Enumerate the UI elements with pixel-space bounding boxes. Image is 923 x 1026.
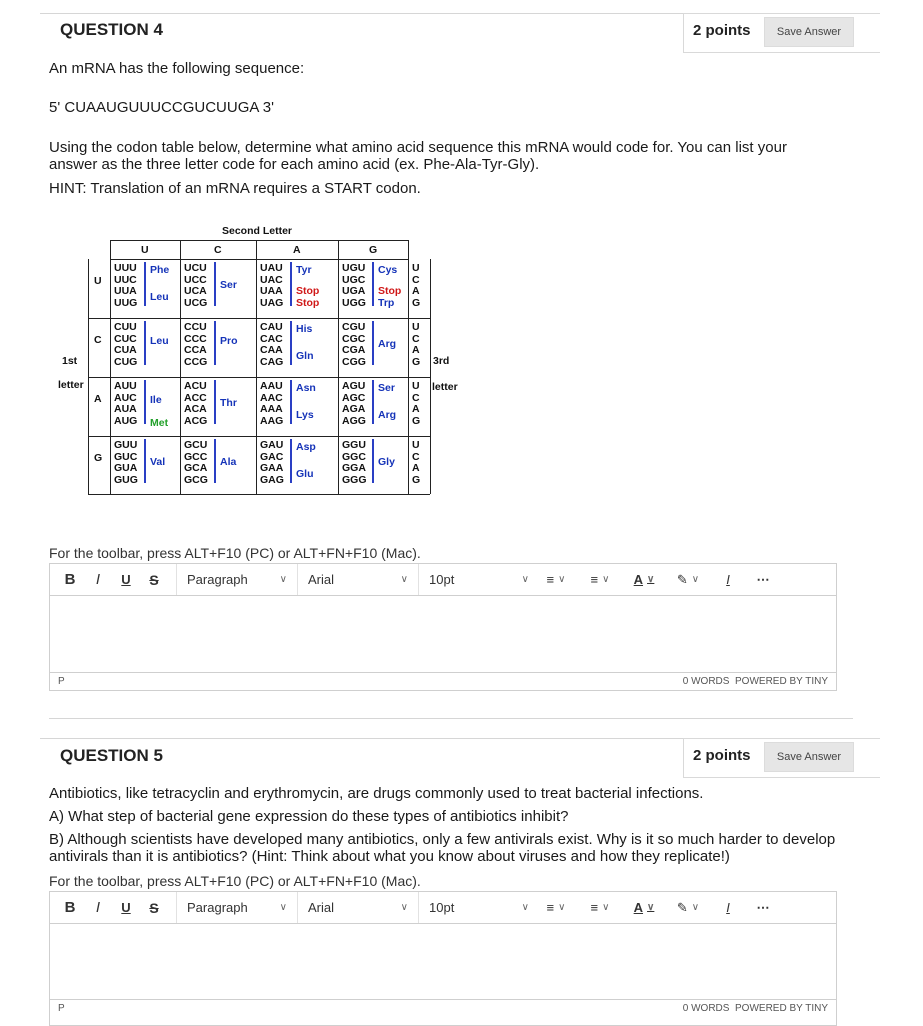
- amino-acid-label: Stop: [378, 285, 402, 297]
- amino-acid-label: Val: [150, 456, 166, 469]
- row-letter: C: [94, 333, 102, 346]
- codon-bracket: [372, 380, 374, 424]
- codon: CAU: [260, 321, 283, 333]
- amino-acid-label: Asp: [296, 441, 316, 454]
- amino-acid-label: Arg: [378, 408, 397, 421]
- table-column-line: [408, 240, 409, 494]
- codon: GAG: [260, 473, 284, 486]
- codon: GUA: [114, 462, 138, 474]
- toolbar-hint: For the toolbar, press ALT+F10 (PC) or ALT+FN+F10 (Mac).: [49, 873, 421, 889]
- amino-acid-label: Thr: [220, 397, 237, 410]
- table-column-line: [180, 240, 181, 494]
- codon: CAC: [260, 332, 283, 345]
- amino-acid-label: Stop: [296, 285, 320, 297]
- codon: UGA: [342, 285, 366, 297]
- amino-acid-label: Tyr: [296, 264, 312, 277]
- powered-by[interactable]: POWERED BY TINY: [735, 676, 828, 687]
- amino-acid-label: Pro: [220, 334, 238, 347]
- codon: CAG: [260, 355, 284, 368]
- italic-button[interactable]: I: [95, 571, 101, 588]
- third-letter: G: [412, 296, 421, 309]
- codon-bracket: [214, 321, 216, 365]
- codon: UUA: [114, 285, 137, 297]
- font-size-select[interactable]: [419, 564, 539, 595]
- codon: AUU: [114, 380, 137, 392]
- codon: UGG: [342, 296, 366, 309]
- codon-bracket: [214, 380, 216, 424]
- editor-toolbar: [50, 564, 836, 596]
- numbered-list-icon[interactable]: ≡ ∨: [590, 900, 610, 915]
- chevron-down-icon: ∨: [400, 902, 408, 913]
- third-letter: A: [412, 285, 420, 297]
- amino-acid-label: Gln: [296, 349, 314, 362]
- codon: CGC: [342, 332, 366, 345]
- second-letter-label: Second Letter: [222, 225, 293, 237]
- font-size-select[interactable]: [419, 892, 539, 923]
- codon: AGA: [342, 403, 366, 415]
- codon: CAA: [260, 344, 283, 356]
- question-4-instructions: Using the codon table below, determine what amino acid sequence this mRNA would code for. You can list your answer as the three letter code for each amino acid (ex. Phe-Ala-Tyr-Gly).: [49, 139, 787, 173]
- editor-statusbar: [50, 672, 836, 690]
- amino-acid-label: Phe: [150, 264, 170, 277]
- codon: ACU: [184, 380, 207, 392]
- codon: GAC: [260, 450, 284, 463]
- amino-acid-label: Arg: [378, 338, 397, 351]
- chevron-down-icon: ∨: [521, 902, 529, 913]
- answer-editor[interactable]: [49, 563, 837, 691]
- row-letter: G: [94, 451, 103, 464]
- amino-acid-label: Glu: [296, 467, 314, 480]
- highlight-icon[interactable]: ✎ ∨: [676, 571, 700, 587]
- codon: CCC: [184, 332, 207, 345]
- codon: CGG: [342, 355, 366, 368]
- third-letter: U: [412, 262, 420, 274]
- block-format-value: Paragraph: [187, 900, 248, 915]
- font-family-value: Arial: [308, 900, 335, 915]
- chevron-down-icon: ∨: [400, 574, 408, 585]
- codon: GAA: [260, 462, 284, 474]
- third-letter: A: [412, 462, 420, 474]
- italic-button[interactable]: I: [95, 899, 101, 916]
- amino-acid-label: Ser: [378, 382, 395, 395]
- table-row-line: [88, 318, 430, 319]
- question-5-line-1: Antibiotics, like tetracyclin and erythromycin, are drugs commonly used to treat bacterial infections.: [49, 785, 704, 802]
- editor-path: P: [58, 676, 65, 687]
- underline-button[interactable]: U: [121, 572, 131, 587]
- codon: UUU: [114, 262, 137, 274]
- highlight-icon[interactable]: ✎ ∨: [676, 899, 700, 915]
- third-letter: A: [412, 344, 420, 356]
- bullet-list-icon[interactable]: ≡ ∨: [546, 900, 566, 915]
- codon-bracket: [290, 380, 292, 424]
- font-size-value: 10pt: [429, 572, 455, 587]
- question-4-prompt: An mRNA has the following sequence:: [49, 60, 305, 77]
- mrna-sequence: 5' CUAAUGUUUCCGUCUUGA 3': [49, 99, 274, 116]
- block-format-select[interactable]: [177, 892, 297, 923]
- bullet-list-icon[interactable]: ≡ ∨: [546, 572, 566, 587]
- codon: GGU: [342, 439, 366, 451]
- codon: ACC: [184, 391, 207, 404]
- amino-acid-label: Ile: [150, 393, 162, 406]
- strikethrough-button[interactable]: S: [149, 571, 159, 588]
- font-family-value: Arial: [308, 572, 335, 587]
- editor-path: P: [58, 1003, 65, 1014]
- third-letter: G: [412, 414, 421, 427]
- codon-bracket: [372, 262, 374, 306]
- third-letter: C: [412, 273, 420, 286]
- codon-bracket: [214, 439, 216, 483]
- codon: CUG: [114, 355, 138, 368]
- toolbar-hint: For the toolbar, press ALT+F10 (PC) or ALT+FN+F10 (Mac).: [49, 545, 421, 561]
- codon: AGC: [342, 391, 366, 404]
- third-letter: A: [412, 403, 420, 415]
- codon: GGA: [342, 462, 366, 474]
- codon: AUG: [114, 414, 138, 427]
- codon: UAA: [260, 285, 283, 297]
- block-format-select[interactable]: [177, 564, 297, 595]
- amino-acid-label: Met: [150, 416, 169, 429]
- amino-acid-label: Ala: [220, 456, 237, 469]
- codon: GUG: [114, 473, 138, 486]
- codon-bracket: [290, 262, 292, 306]
- column-header: A: [293, 244, 301, 256]
- codon: AGG: [342, 414, 366, 427]
- question-5-line-3: B) Although scientists have developed many antibiotics, only a few antivirals exist. Why is it so much harder to develop antivirals than it is antibiotics? (Hint: Think about what you know about viruses and how they replicate!): [49, 831, 836, 865]
- save-answer-button[interactable]: Save Answer: [764, 742, 854, 772]
- third-letter: C: [412, 332, 420, 345]
- clear-format-icon[interactable]: I: [726, 900, 730, 915]
- codon: UUC: [114, 273, 137, 286]
- first-letter-label: 1st: [62, 355, 78, 367]
- codon: GCA: [184, 462, 208, 474]
- font-family-select[interactable]: [298, 892, 418, 923]
- codon: ACG: [184, 414, 208, 427]
- codon: CGU: [342, 321, 366, 333]
- amino-acid-label: Asn: [296, 382, 316, 395]
- codon-bracket: [290, 321, 292, 365]
- column-header: C: [214, 244, 222, 256]
- third-letter: U: [412, 380, 420, 392]
- codon-bracket: [214, 262, 216, 306]
- table-column-line: [338, 240, 339, 494]
- codon: AAU: [260, 380, 283, 392]
- codon: ACA: [184, 403, 207, 415]
- amino-acid-label: Cys: [378, 264, 398, 277]
- codon: CUA: [114, 344, 137, 356]
- clear-format-icon[interactable]: I: [726, 572, 730, 587]
- codon: GCC: [184, 450, 208, 463]
- bold-button[interactable]: B: [64, 899, 76, 916]
- strikethrough-button[interactable]: S: [149, 899, 159, 916]
- codon-bracket: [290, 439, 292, 483]
- table-border-top: [110, 240, 408, 241]
- chevron-down-icon: ∨: [279, 574, 287, 585]
- codon: UCU: [184, 262, 207, 274]
- amino-acid-label: Lys: [296, 408, 314, 421]
- codon: UCG: [184, 296, 208, 309]
- bold-button[interactable]: B: [64, 571, 76, 588]
- codon: GUU: [114, 439, 138, 451]
- codon: UAC: [260, 273, 283, 286]
- amino-acid-label: Leu: [150, 334, 169, 347]
- third-letter: G: [412, 473, 421, 486]
- more-icon[interactable]: ⋯: [756, 571, 770, 587]
- word-count: 0 WORDS: [682, 1003, 730, 1014]
- amino-acid-label: Gly: [378, 456, 395, 469]
- table-column-line: [110, 240, 111, 494]
- question-4-hint: HINT: Translation of an mRNA requires a START codon.: [49, 180, 421, 197]
- codon: UCA: [184, 285, 207, 297]
- table-header-line: [110, 259, 408, 260]
- third-letter: C: [412, 391, 420, 404]
- codon: GUC: [114, 450, 138, 463]
- editor-toolbar: [50, 892, 836, 924]
- codon-bracket: [372, 439, 374, 483]
- numbered-list-icon[interactable]: ≡ ∨: [590, 572, 610, 587]
- font-family-select[interactable]: [298, 564, 418, 595]
- underline-button[interactable]: U: [121, 900, 131, 915]
- row-letter: A: [94, 392, 102, 405]
- third-letter-label-2: letter: [432, 381, 458, 393]
- codon: GGC: [342, 450, 366, 463]
- codon: GGG: [342, 473, 367, 486]
- amino-acid-label: Trp: [378, 296, 395, 309]
- codon-bracket: [144, 439, 146, 483]
- codon: UCC: [184, 273, 207, 286]
- block-format-value: Paragraph: [187, 572, 248, 587]
- codon-bracket: [372, 321, 374, 365]
- column-header: G: [369, 244, 378, 256]
- answer-editor[interactable]: [49, 891, 837, 1026]
- save-answer-button[interactable]: Save Answer: [764, 17, 854, 47]
- question-5-title: QUESTION 5: [60, 746, 163, 765]
- first-letter-label-2: letter: [58, 379, 84, 391]
- codon: UAU: [260, 262, 283, 274]
- third-letter-label: 3rd: [433, 355, 450, 367]
- codon: CCA: [184, 344, 207, 356]
- question-divider: [49, 718, 853, 719]
- table-row-line: [88, 436, 430, 437]
- text-color-icon[interactable]: A ∨: [633, 900, 655, 915]
- chevron-down-icon: ∨: [279, 902, 287, 913]
- codon: AUA: [114, 403, 137, 415]
- powered-by[interactable]: POWERED BY TINY: [735, 1003, 828, 1014]
- codon: AGU: [342, 380, 366, 392]
- table-row-line: [88, 377, 430, 378]
- codon: GCU: [184, 439, 208, 451]
- question-4-points: 2 points: [693, 22, 751, 39]
- table-column-line: [256, 240, 257, 494]
- codon: AUC: [114, 391, 137, 404]
- question-5-line-2: A) What step of bacterial gene expression do these types of antibiotics inhibit?: [49, 808, 569, 825]
- codon-bracket: [144, 262, 146, 306]
- codon: CCU: [184, 321, 207, 333]
- codon: AAG: [260, 414, 284, 427]
- codon-bracket: [144, 321, 146, 365]
- table-border-bottom: [88, 494, 430, 495]
- amino-acid-label: Leu: [150, 290, 169, 303]
- word-count: 0 WORDS: [682, 676, 730, 687]
- third-letter: G: [412, 355, 421, 368]
- chevron-down-icon: ∨: [521, 574, 529, 585]
- codon: GAU: [260, 439, 284, 451]
- amino-acid-label: His: [296, 323, 313, 336]
- text-color-icon[interactable]: A ∨: [633, 572, 655, 587]
- question-4-title: QUESTION 4: [60, 20, 163, 39]
- table-border-right-outer: [430, 259, 431, 494]
- codon: CUU: [114, 321, 137, 333]
- codon: CGA: [342, 344, 366, 356]
- editor-statusbar: [50, 999, 836, 1017]
- question-5-points: 2 points: [693, 747, 751, 764]
- font-size-value: 10pt: [429, 900, 455, 915]
- amino-acid-label: Stop: [296, 296, 320, 309]
- codon: GCG: [184, 473, 208, 486]
- third-letter: C: [412, 450, 420, 463]
- codon: AAA: [260, 403, 283, 415]
- row-letter: U: [94, 274, 102, 287]
- amino-acid-label: Ser: [220, 279, 237, 292]
- codon: AAC: [260, 391, 283, 404]
- codon: CUC: [114, 332, 137, 345]
- codon: UGC: [342, 273, 366, 286]
- more-icon[interactable]: ⋯: [756, 899, 770, 915]
- third-letter: U: [412, 439, 420, 451]
- codon: UAG: [260, 296, 284, 309]
- codon: UGU: [342, 262, 366, 274]
- column-header: U: [141, 244, 149, 256]
- third-letter: U: [412, 321, 420, 333]
- codon-bracket: [144, 380, 146, 424]
- codon: CCG: [184, 355, 208, 368]
- codon: UUG: [114, 296, 138, 309]
